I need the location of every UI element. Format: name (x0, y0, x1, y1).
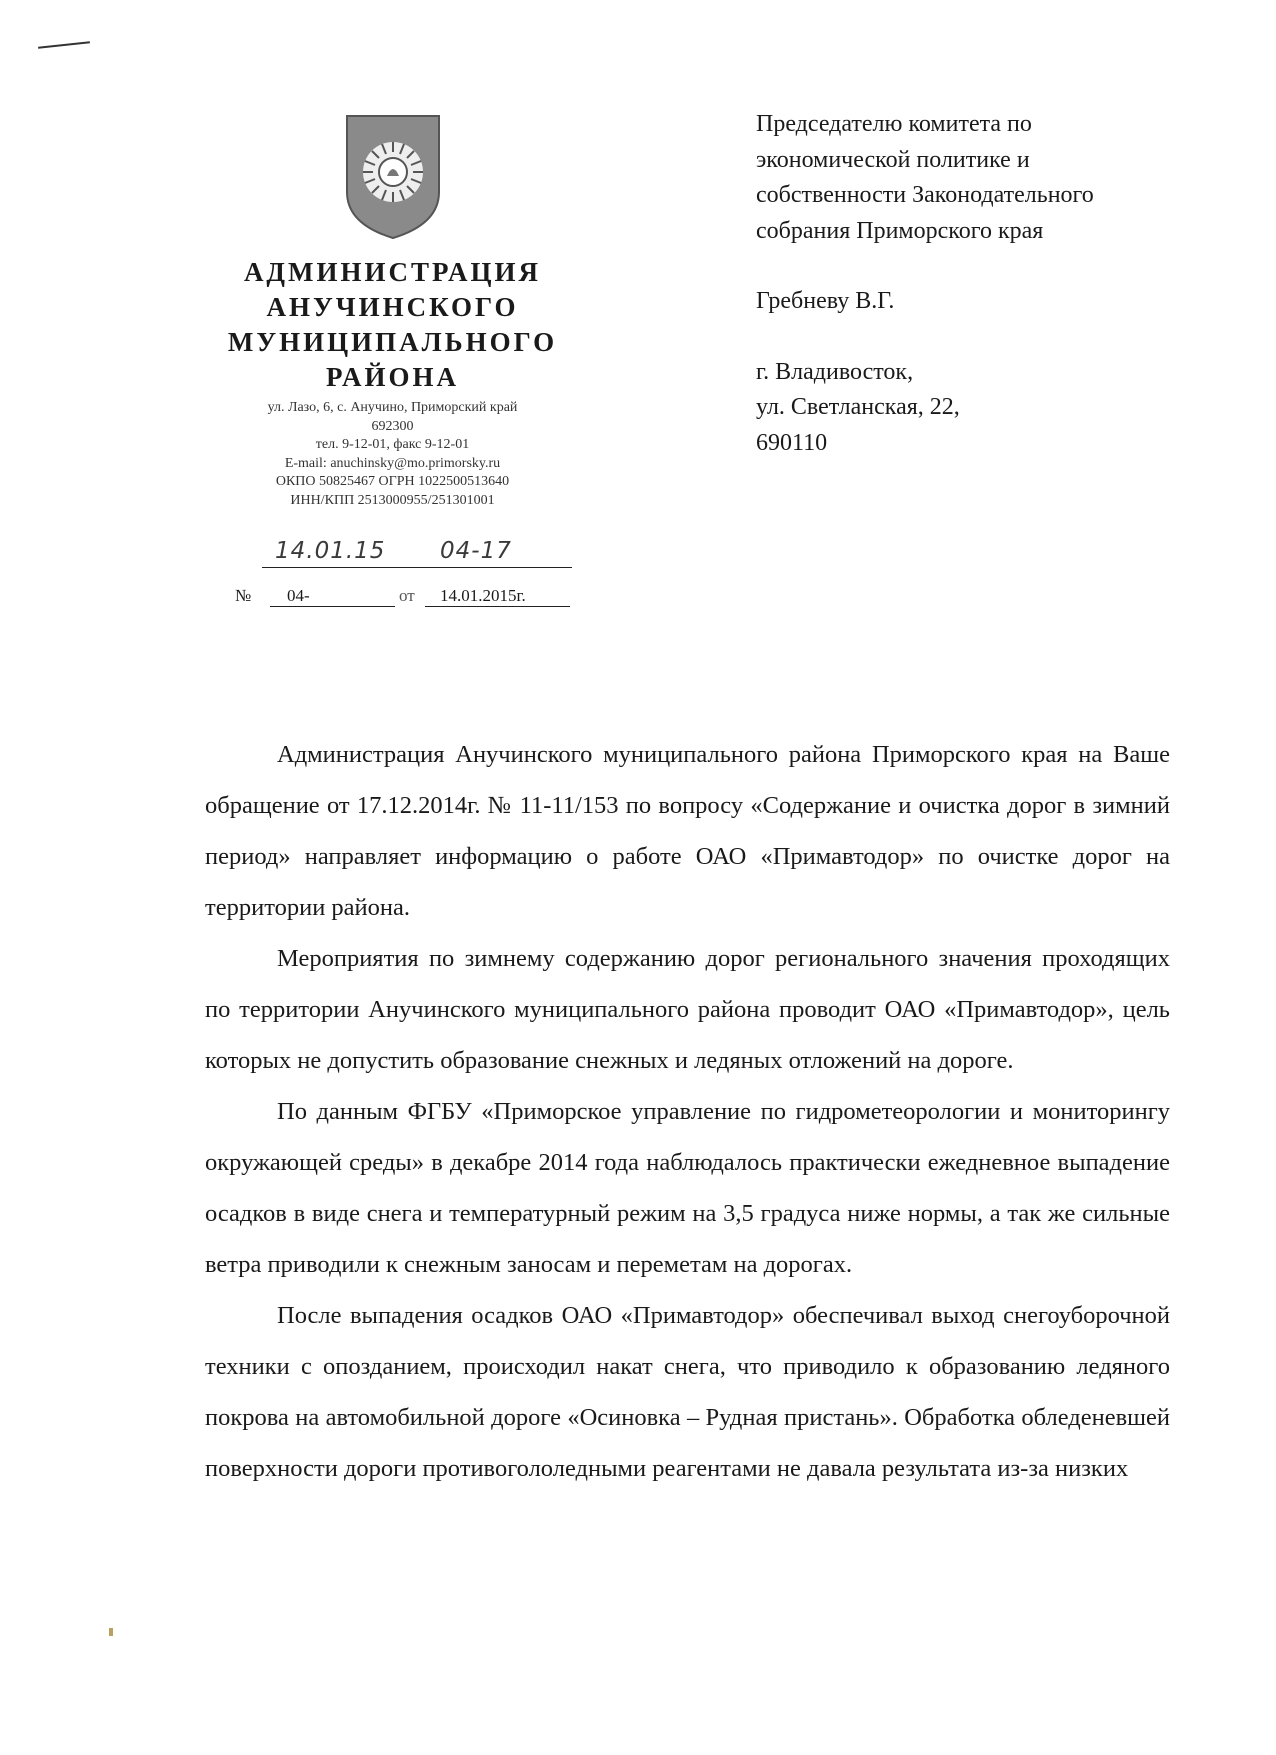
addressee-line: экономической политике и (756, 146, 1030, 173)
org-line: РАЙОНА (325, 362, 460, 392)
handwritten-underline (262, 567, 572, 568)
addressee-name: Гребневу В.Г. (756, 288, 895, 314)
addressee-line: Председателю комитета по (756, 111, 1032, 137)
addressee-postcode: 690110 (756, 429, 828, 456)
body-paragraph: После выпадения осадков ОАО «Примавтодор» обеспечивал выход снегоуборочной техники с опозданием, происходил накат снега, что приводило к образованию ледяного покрова на автомобильной дороге «Осиновка – Рудная пристань». Обработка обледеневшей поверхности дороги противогололедными реагентами не давала результата из-за низких (205, 1302, 1170, 1482)
org-phone: тел. 9-12-01, факс 9-12-01 (315, 437, 470, 452)
org-line: АДМИНИСТРАЦИЯ (243, 257, 542, 287)
org-okpo-ogrn: ОКПО 50825467 ОГРН 1022500513640 (275, 474, 510, 489)
number-underline (270, 606, 395, 607)
date-underline (425, 606, 570, 607)
addressee-street: ул. Светланская, 22, (756, 394, 960, 420)
body-paragraph: По данным ФГБУ «Приморское управление по гидрометеорологии и мониторингу окружающей среды» в декабре 2014 года наблюдалось практически ежедневное выпадение осадков в виде снега и температурный режим на 3,5 градуса ниже нормы, а так же сильные ветра приводили к снежным заносам и переметам на дорогах. (205, 1098, 1170, 1278)
handwritten-date: 14.01.15 (275, 538, 386, 564)
scan-artifact-dot (109, 1628, 113, 1636)
org-postcode: 692300 (371, 418, 414, 434)
addressee-line: собственности Законодательного (756, 182, 1094, 208)
letterhead-details (220, 399, 565, 510)
number-sign: № (235, 586, 252, 605)
org-line: АНУЧИНСКОГО (266, 292, 519, 322)
registration-number: 04- (287, 586, 310, 605)
sun-icon (363, 142, 423, 202)
addressee-line: собрания Приморского края (756, 217, 1044, 244)
body-paragraph: Мероприятия по зимнему содержанию дорог регионального значения проходящих по территории Анучинского муниципального района проводит ОАО «Примавтодор», цель которых не допустить образование снежных и ледяных отложений на дороге. (205, 945, 1170, 1074)
coat-of-arms-emblem (343, 112, 443, 242)
handwritten-number: 04-17 (440, 538, 512, 564)
scan-artifact-line (38, 41, 90, 48)
body-paragraph: Администрация Анучинского муниципального района Приморского края на Ваше обращение от 17.12.2014г. № 11-11/153 по вопросу «Содержание и очистка дорог в зимний период» направляет информацию о работе ОАО «Примавтодор» по очистке дорог на территории района. (205, 741, 1170, 921)
org-line: МУНИЦИПАЛЬНОГО (227, 327, 558, 357)
letter-body (205, 729, 1170, 1494)
addressee-city: г. Владивосток, (756, 358, 914, 385)
addressee-block (756, 107, 1226, 461)
org-address: ул. Лазо, 6, с. Анучино, Приморский край (267, 400, 518, 415)
from-label: от (399, 586, 415, 605)
org-inn-kpp: ИНН/КПП 2513000955/251301001 (290, 492, 495, 508)
org-email: E-mail: anuchinsky@mo.primorsky.ru (284, 455, 501, 471)
registration-date: 14.01.2015г. (440, 586, 526, 605)
organization-name (220, 255, 565, 395)
